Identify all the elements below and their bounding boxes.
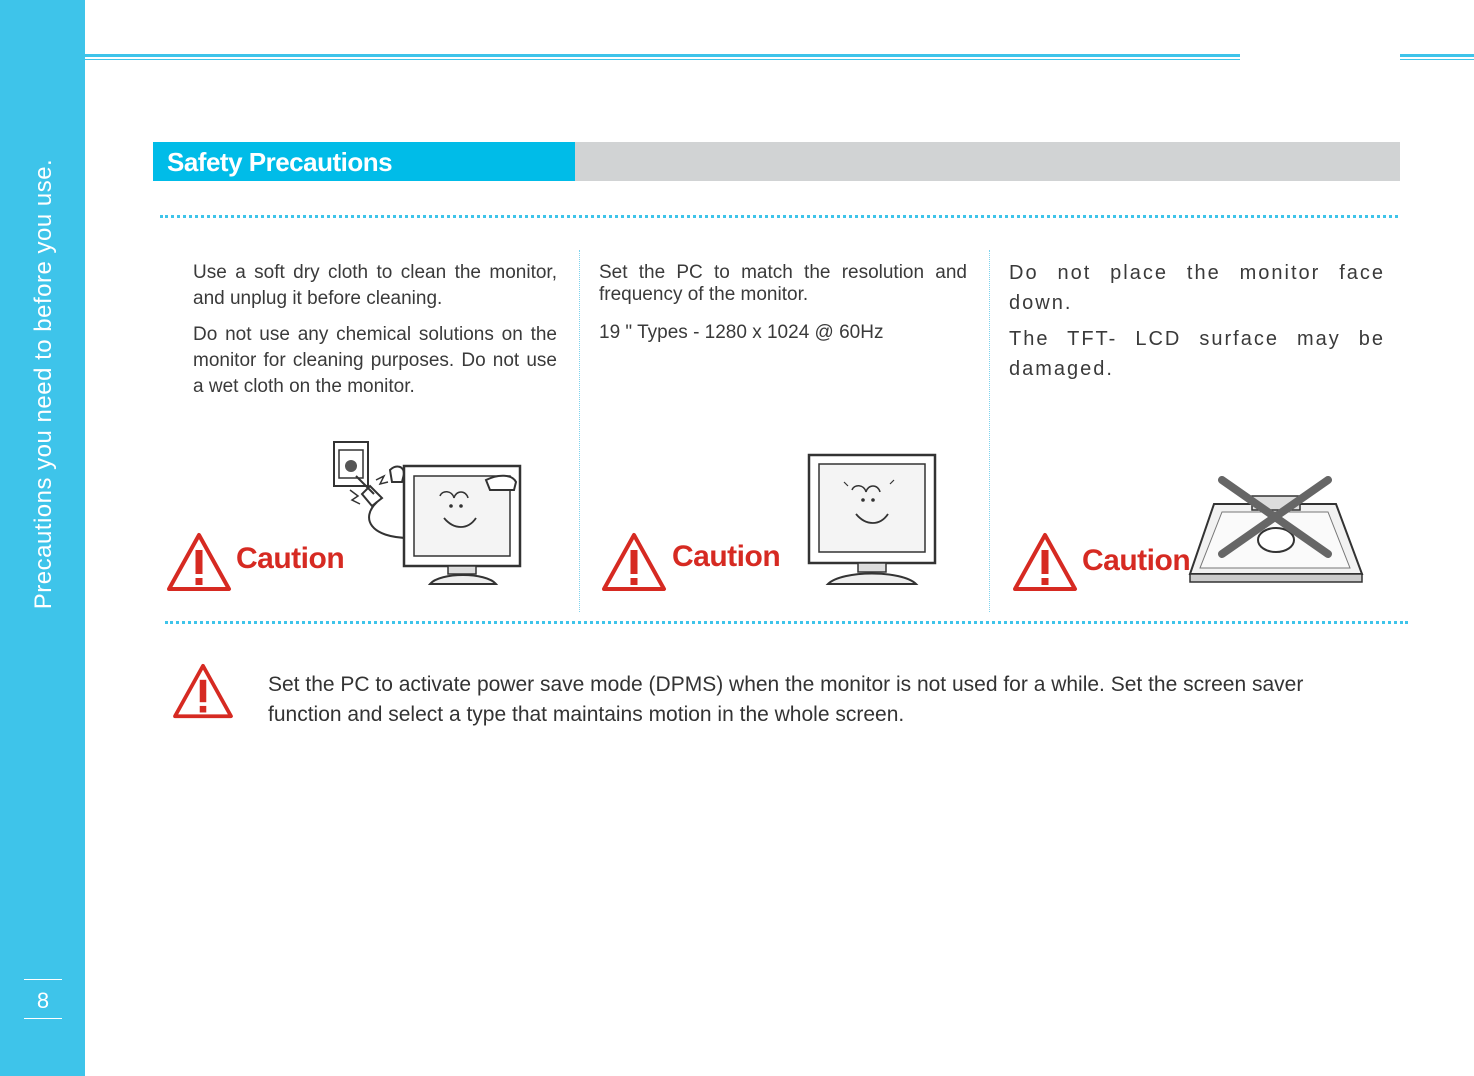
- warning-triangle-icon: [172, 663, 234, 719]
- dotted-divider-bottom: [165, 621, 1408, 624]
- caution-triangle-icon: [601, 532, 667, 592]
- monitor-unplug-cleaning-icon: [330, 438, 530, 598]
- section-title-block: [153, 142, 575, 181]
- header-rule-right: [1400, 54, 1474, 57]
- section-title-bar: [153, 142, 1400, 181]
- column-3-paragraph-2: The TFT- LCD surface may be damaged.: [1009, 328, 1385, 380]
- monitor-face-down-crossed-icon: [1186, 474, 1366, 586]
- column-1-paragraph-1: Use a soft dry cloth to clean the monitor, and unplug it before cleaning.: [193, 262, 557, 309]
- section-title: Safety Precautions: [167, 147, 393, 177]
- page-number-top-rule: [24, 979, 62, 980]
- caution-label-1: Caution: [236, 542, 345, 575]
- column-3-paragraph-1: Do not place the monitor face down.: [1009, 262, 1385, 314]
- header-rule: [85, 54, 1240, 57]
- page-number-bottom-rule: [24, 1018, 62, 1019]
- column-2-text: [599, 262, 967, 344]
- page-number: 8: [36, 988, 50, 1013]
- footer-note-text: Set the PC to activate power save mode (DPMS) when the monitor is not used for a while. Set the screen saver function and select a type that maintains motion in the whole screen.: [268, 673, 1304, 726]
- caution-label-3: Caution: [1082, 544, 1191, 577]
- caution-triangle-icon: [166, 532, 232, 592]
- sidebar-vertical-text: Precautions you need to before you use.: [30, 158, 57, 610]
- column-2-paragraph-1: Set the PC to match the resolution and frequency of the monitor.: [599, 262, 967, 305]
- header-rule-right-thin: [1400, 59, 1474, 60]
- sidebar: [0, 0, 85, 1076]
- monitor-front-icon: [806, 452, 938, 590]
- column-divider-2: [989, 250, 990, 612]
- column-divider-1: [579, 250, 580, 612]
- column-1-text: [193, 260, 557, 400]
- column-3-text: [1009, 258, 1385, 384]
- caution-triangle-icon: [1012, 532, 1078, 592]
- caution-label-2: Caution: [672, 540, 781, 573]
- header-rule-thin: [85, 59, 1240, 60]
- column-2-paragraph-2: 19 " Types - 1280 x 1024 @ 60Hz: [599, 322, 884, 343]
- column-1-paragraph-2: Do not use any chemical solutions on the monitor for cleaning purposes. Do not use a wet cloth on the monitor.: [193, 324, 557, 397]
- dotted-divider-top: [160, 215, 1398, 218]
